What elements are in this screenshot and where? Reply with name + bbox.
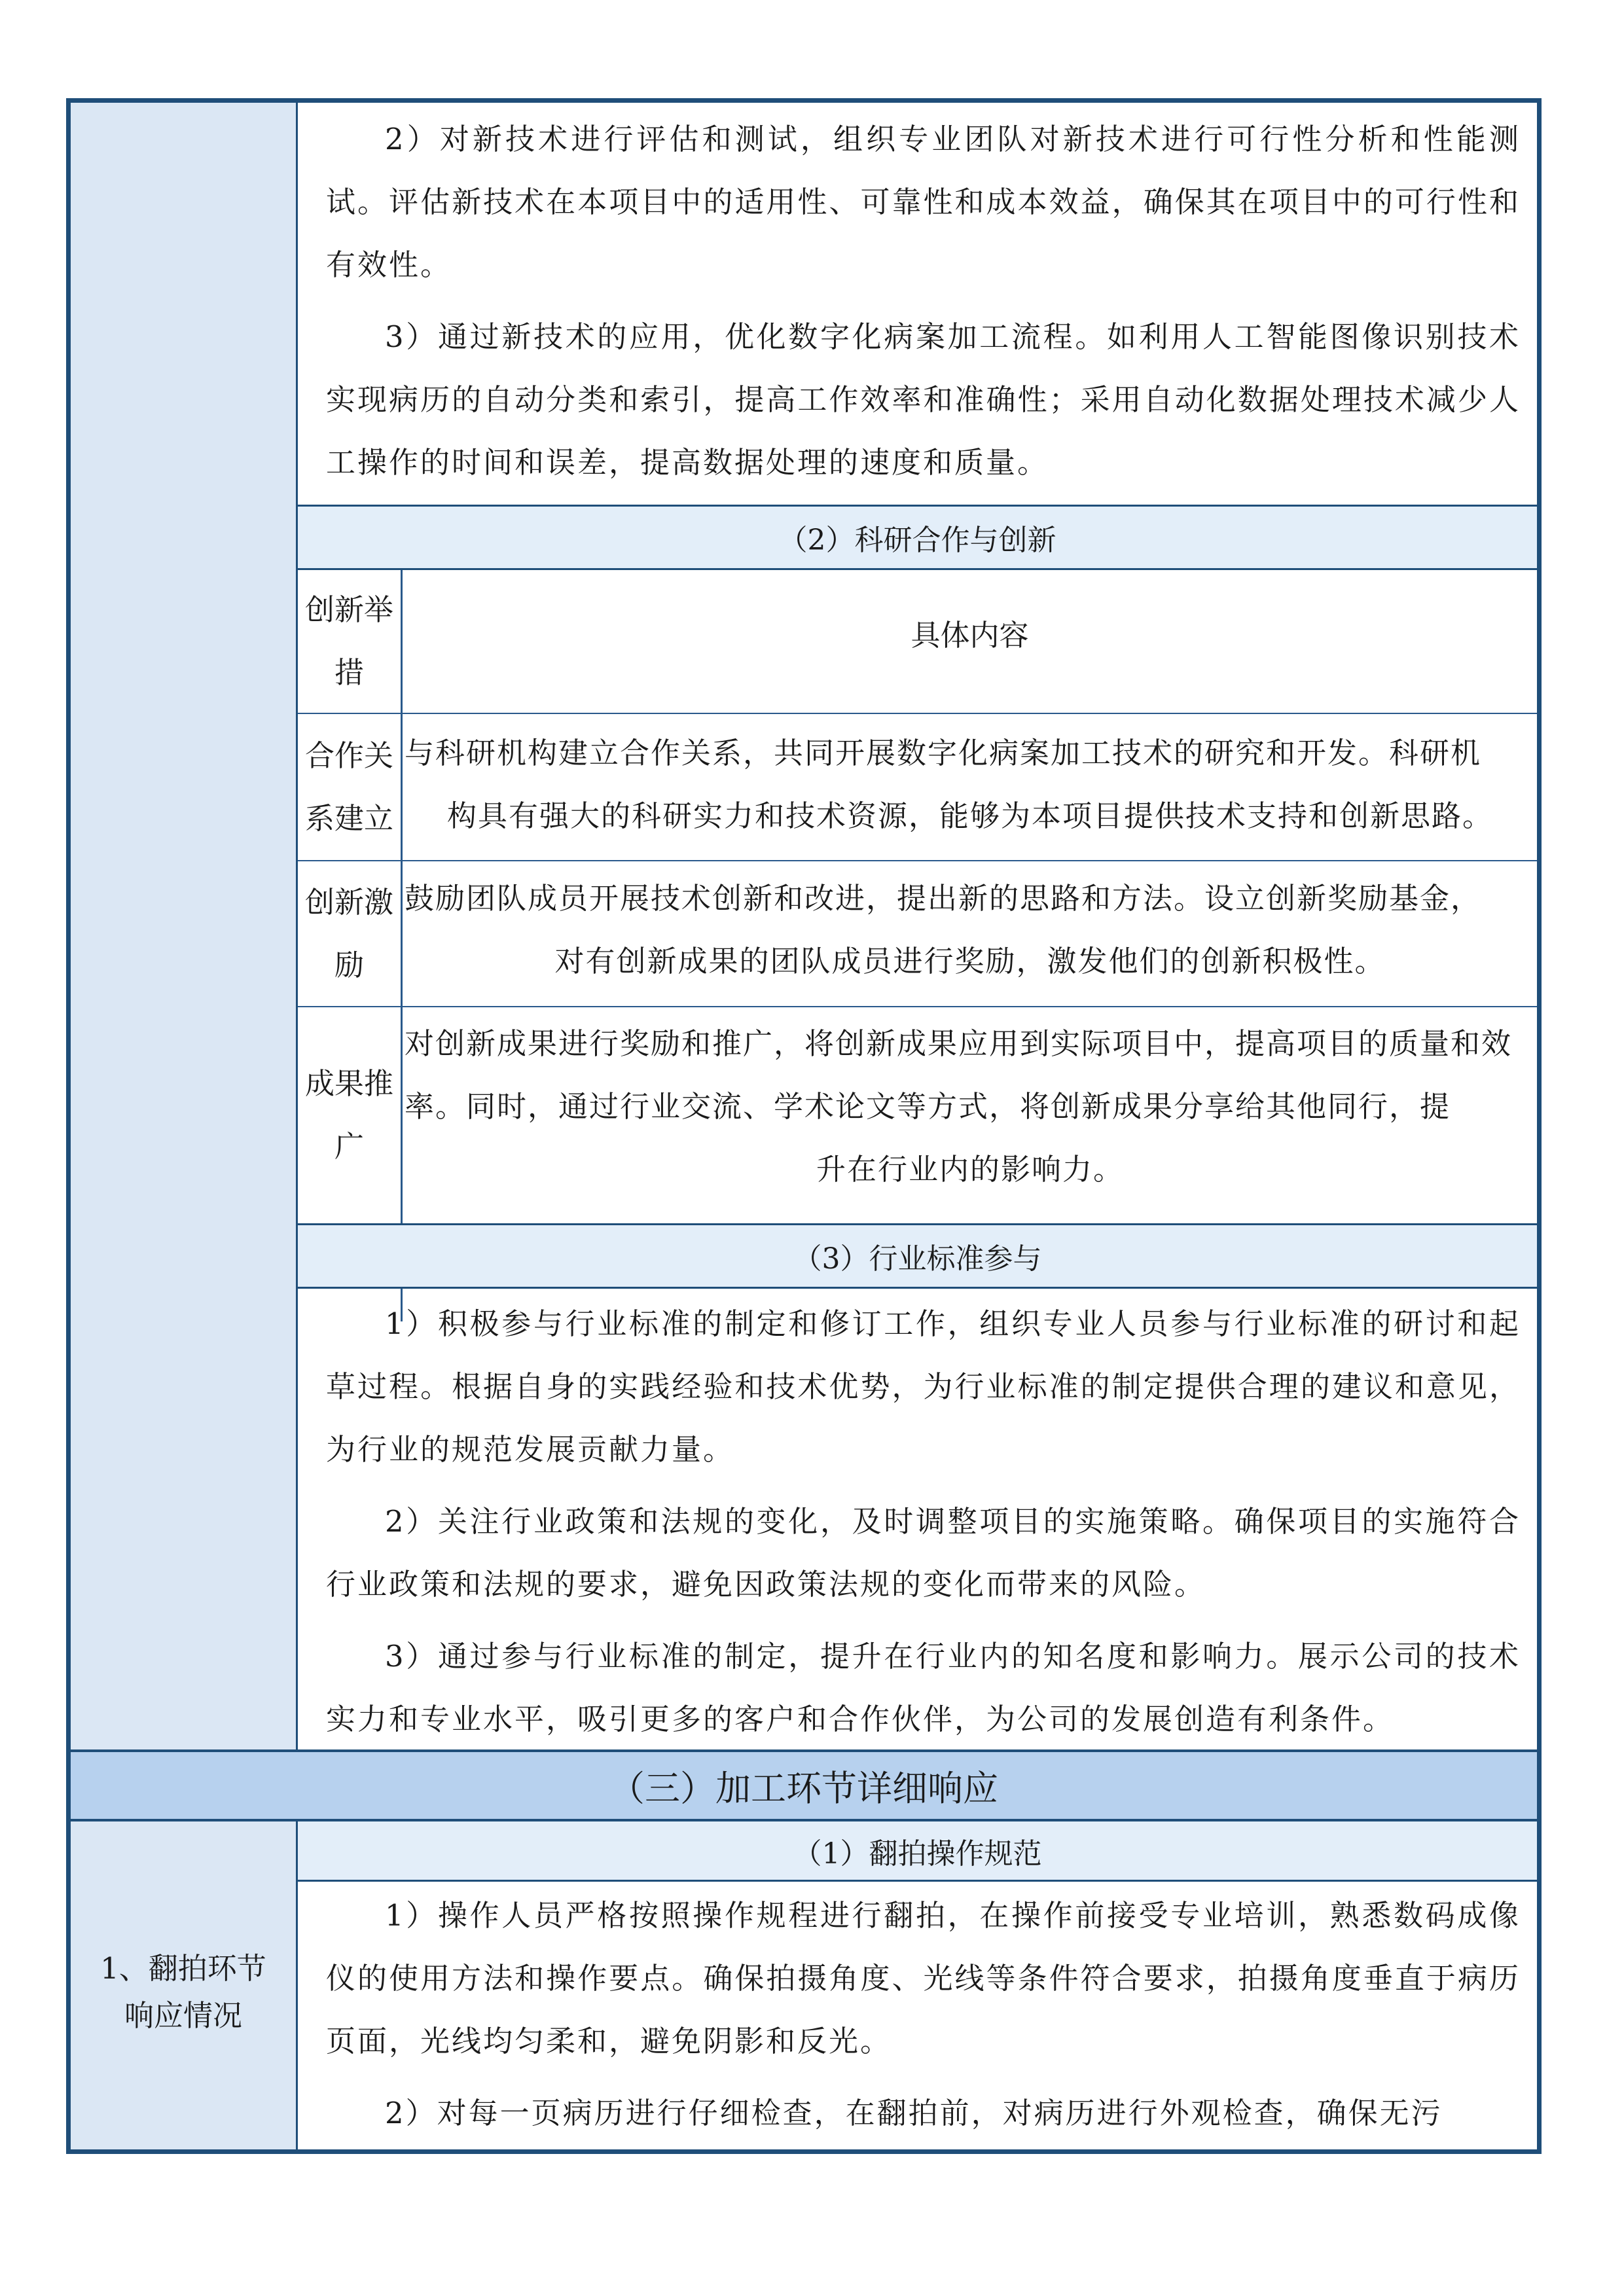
header-measure — [298, 570, 401, 713]
standards-paragraphs — [326, 1293, 1521, 1751]
standards-section-title — [298, 1223, 1537, 1289]
reshoot-paragraphs — [326, 1884, 1521, 2145]
content-text: 对创新成果进行奖励和推广，将创新成果应用到实际项目中，提高项目的质量和效率。同时，通过行业交流、学术论文等方式，将创新成果分享给其他同行，提 — [405, 1026, 1513, 1124]
measure-text: 创新激励 — [304, 884, 393, 982]
section-3-title-text: （三）加工环节详细响应 — [609, 1767, 998, 1809]
paragraph: 2）关注行业政策和法规的变化，及时调整项目的实施策略。确保项目的实施符合行业政策和法规的要求，避免因政策法规的变化而带来的风险。 — [326, 1504, 1521, 1602]
document-table-frame — [66, 98, 1542, 2154]
paragraph: 1）操作人员严格按照操作规程进行翻拍，在操作前接受专业培训，熟悉数码成像仪的使用方法和操作要点。确保拍摄角度、光线等条件符合要求，拍摄角度垂直于病历页面，光线均匀柔和，避免阴影和反光。 — [326, 1898, 1521, 2058]
paragraph: 2）对每一页病历进行仔细检查，在翻拍前，对病历进行外观检查，确保无污 — [385, 2096, 1443, 2130]
paragraph: 1）积极参与行业标准的制定和修订工作，组织专业人员参与行业标准的研讨和起草过程。根据自身的实践经验和技术优势，为行业标准的制定提供合理的建议和意见，为行业的规范发展贡献力量。 — [326, 1306, 1521, 1467]
standards-title-text: （3）行业标准参与 — [793, 1242, 1042, 1276]
row-content — [405, 867, 1536, 993]
measure-text: 成果推广 — [304, 1066, 393, 1164]
row-measure — [298, 861, 401, 1006]
row-measure — [298, 1007, 401, 1223]
top-paragraphs — [326, 108, 1521, 494]
row-measure — [298, 714, 401, 860]
paragraph: 3）通过参与行业标准的制定，提升在行业内的知名度和影响力。展示公司的技术实力和专业水平，吸引更多的客户和合作伙伴，为公司的发展创造有利条件。 — [326, 1639, 1521, 1736]
row-divider — [298, 860, 1537, 861]
measure-text: 合作关系建立 — [304, 738, 393, 836]
header-measure-text: 创新举措 — [304, 592, 393, 690]
content-text: 鼓励团队成员开展技术创新和改进，提出新的思路和方法。设立创新奖励基金， — [405, 881, 1482, 916]
left-column-upper — [71, 103, 296, 1749]
research-title-text: （2）科研合作与创新 — [778, 524, 1056, 557]
content-text-centered: 构具有强大的科研实力和技术资源，能够为本项目提供技术支持和创新思路。 — [446, 798, 1493, 833]
content-text: 与科研机构建立合作关系，共同开展数字化病案加工技术的研究和开发。科研机 — [405, 736, 1482, 770]
row-divider — [298, 1006, 1537, 1007]
row-content — [405, 722, 1536, 848]
reshoot-response-label — [97, 1945, 270, 2039]
header-content — [403, 570, 1537, 701]
content-text-centered: 升在行业内的影响力。 — [816, 1152, 1124, 1187]
reshoot-spec-title — [298, 1821, 1537, 1882]
row-content — [405, 1013, 1536, 1201]
section-3-title — [71, 1749, 1537, 1821]
paragraph: 3）通过新技术的应用，优化数字化病案加工流程。如利用人工智能图像识别技术实现病历的自动分类和索引，提高工作效率和准确性；采用自动化数据处理技术减少人工操作的时间和误差，提高数据处理的速度和质量。 — [326, 319, 1521, 480]
research-section-title — [298, 505, 1537, 570]
reshoot-spec-title-text: （1）翻拍操作规范 — [793, 1837, 1042, 1871]
row-divider — [298, 713, 1537, 714]
content-text-centered: 对有创新成果的团队成员进行奖励，激发他们的创新积极性。 — [554, 944, 1386, 978]
paragraph: 2）对新技术进行评估和测试，组织专业团队对新技术进行可行性分析和性能测试。评估新技术在本项目中的适用性、可靠性和成本效益，确保其在项目中的可行性和有效性。 — [326, 122, 1521, 282]
header-content-text: 具体内容 — [911, 618, 1029, 653]
reshoot-response-label-text: 1、翻拍环节响应情况 — [100, 1951, 266, 2033]
